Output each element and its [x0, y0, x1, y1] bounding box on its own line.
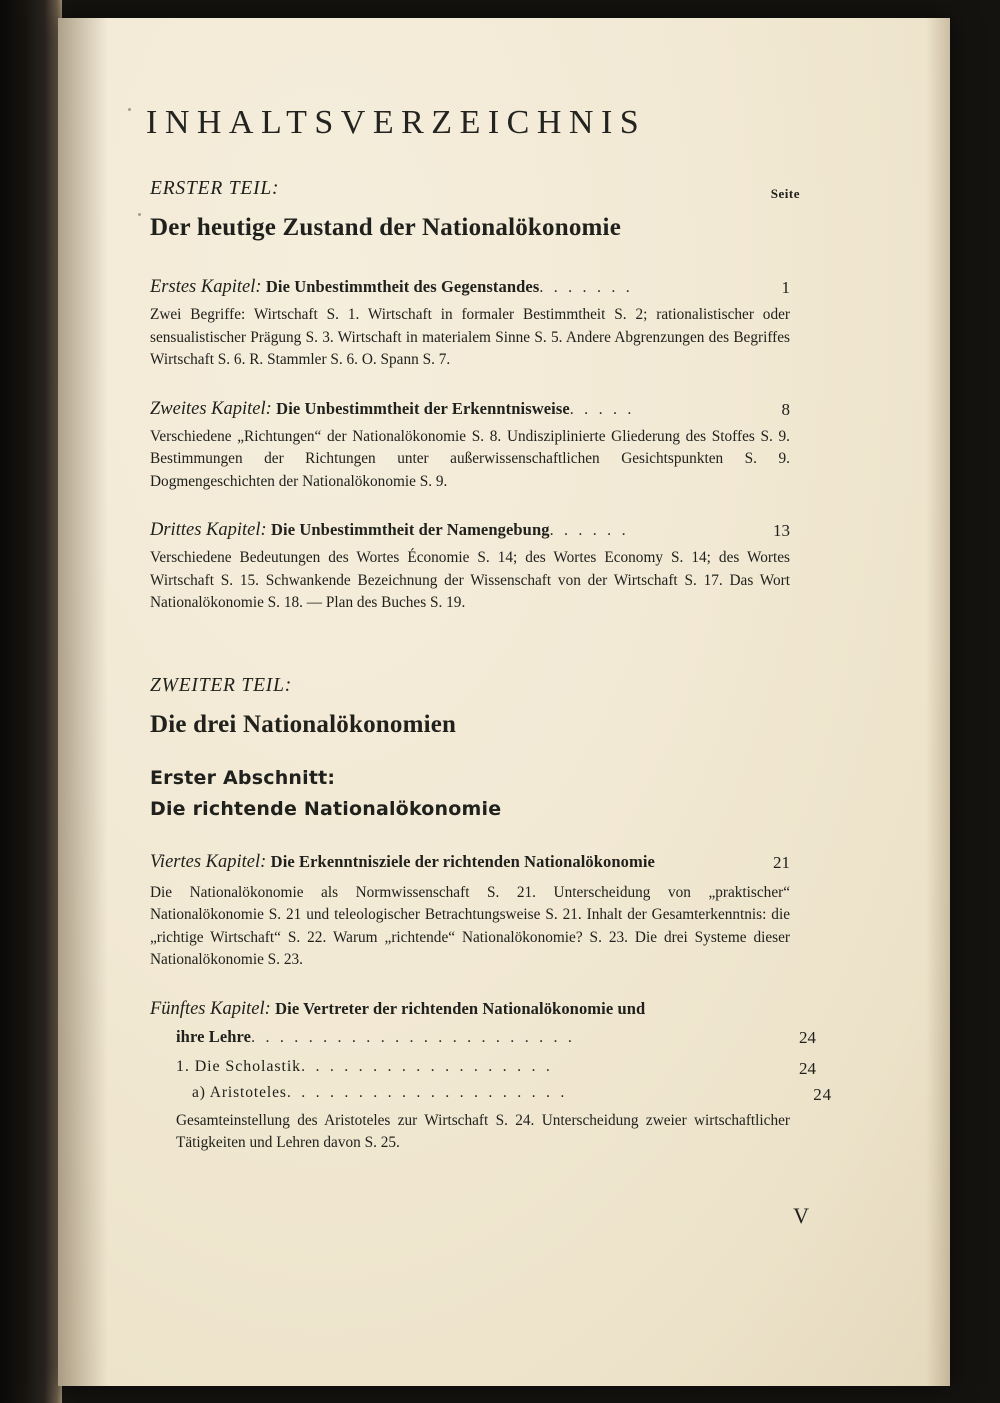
chapter-title: Die Erkenntnisziele der richtenden Nationalökonomie	[270, 851, 655, 871]
toc-entry-line	[150, 398, 790, 421]
section-title: Die richtende Nationalökonomie	[150, 797, 502, 820]
leader-dots: . . . . . . . . . . . . . . . . . . . .	[286, 1083, 568, 1101]
toc-entry-chapter-1[interactable]	[150, 276, 790, 372]
part-one-title: Der heutige Zustand der Nationalökonomie	[150, 214, 622, 241]
chapter-title: Die Vertreter der richtenden Nationalökonomie und	[275, 998, 646, 1018]
leader-dots: . . . . . . . . . . . . . . . . . . . . . . .	[251, 1028, 576, 1046]
page-column-header: Seite	[770, 186, 800, 201]
chapter-number: Viertes Kapitel:	[150, 851, 267, 872]
toc-entry-line	[150, 519, 790, 542]
toc-entry-chapter-2[interactable]	[150, 398, 790, 494]
part-one-header	[150, 178, 800, 242]
table-of-contents	[146, 104, 832, 1181]
chapter-number: Zweites Kapitel:	[150, 398, 272, 419]
page-number: 24	[799, 1058, 816, 1078]
section-erster-abschnitt	[150, 765, 790, 823]
section-label: Erster Abschnitt:	[150, 766, 336, 789]
page-number: 1	[781, 278, 790, 297]
leader-dots: . . . . . .	[549, 522, 629, 540]
leader-dots: . . . . .	[569, 400, 635, 418]
chapter-title: Die Unbestimmtheit der Namengebung	[271, 520, 550, 540]
toc-subentry-aristoteles[interactable]	[192, 1083, 832, 1104]
chapter-description: Verschiedene Bedeutungen des Wortes Économie S. 14; des Wortes Economy S. 14; des Wortes Wirtschaft S. 15. Schwankende Bezeichnung der Wissenschaft von der Wirtschaft S. 17. Das Wort Nationalökonomie S. 18. — Plan des Buches S. 19.	[150, 549, 790, 612]
chapter-description: Die Nationalökonomie als Normwissenschaft S. 21. Unterscheidung von „praktischer“ Nationalökonomie S. 21 und teleologischer Betrachtungsweise S. 21. Inhalt der Gesamterkenntnis: die „richtige Wirtschaft“ S. 22. Warum „richtende“ Nationalökonomie? S. 23. Die drei Systeme dieser Nationalökonomie S. 23.	[150, 883, 790, 969]
part-two-title: Die drei Nationalökonomien	[150, 710, 457, 738]
toc-entry-line	[150, 998, 790, 1021]
book-page	[58, 18, 950, 1386]
subentry-label: a) Aristoteles	[192, 1083, 287, 1101]
toc-subentry-scholastik[interactable]	[176, 1057, 816, 1078]
page-number: 13	[773, 521, 790, 541]
chapter-number: Erstes Kapitel:	[150, 277, 262, 297]
chapter-description: Zwei Begriffe: Wirtschaft S. 1. Wirtschaft in formaler Bestimmtheit S. 2; rationalistischer oder sensualistischer Prägung S. 3. Wirtschaft in materialem Sinne S. 5. Andere Abgrenzungen des Begriffes Wirtschaft S. 6. R. Stammler S. 6. O. Spann S. 7.	[150, 306, 790, 369]
book-binding-gutter	[0, 0, 62, 1403]
page-number: 8	[781, 399, 790, 419]
page-title: INHALTSVERZEICHNIS	[146, 104, 647, 141]
page-number: 24	[813, 1084, 832, 1104]
part-two-label: ZWEITER TEIL:	[150, 674, 293, 696]
leader-dots: . . . . . . . . . . . . . . . . . .	[301, 1057, 554, 1075]
chapter-number: Drittes Kapitel:	[150, 520, 267, 541]
part-one-label: ERSTER TEIL:	[150, 178, 280, 199]
toc-entry-chapter-5[interactable]	[150, 998, 832, 1155]
chapter-description: Verschiedene „Richtungen“ der Nationalökonomie S. 8. Undisziplinierte Gliederung des Stoffes S. 9. Bestimmungen der Richtungen unter außerwissenschaftlichen Gesichtspunkten S. 9. Dogmengeschichten der Nationalökonomie S. 9.	[150, 427, 790, 490]
chapter-title: Die Unbestimmtheit der Erkenntnisweise	[276, 398, 570, 418]
chapter-number: Fünftes Kapitel:	[150, 998, 271, 1019]
chapter-title: Die Unbestimmtheit des Gegenstandes	[265, 277, 540, 296]
folio-number: V	[793, 1203, 810, 1228]
chapter-title-continued: ihre Lehre	[176, 1026, 252, 1046]
toc-entry-line	[150, 851, 790, 874]
page-number: 21	[773, 852, 790, 872]
toc-entry-line-continued	[176, 1026, 816, 1048]
toc-entry-chapter-3[interactable]	[150, 519, 790, 615]
toc-entry-chapter-4[interactable]	[150, 851, 790, 972]
chapter-description: Gesamteinstellung des Aristoteles zur Wirtschaft S. 24. Unterscheidung zweier wirtschaftlicher Tätigkeiten und Lehren davon S. 25.	[176, 1111, 790, 1152]
page-number: 24	[799, 1027, 816, 1047]
page-speck	[128, 108, 131, 111]
part-two-header	[150, 675, 790, 739]
leader-dots: . . . . . . .	[539, 279, 633, 296]
toc-entry-line	[150, 276, 790, 299]
section-spacer	[150, 641, 790, 675]
page-speck	[138, 213, 141, 216]
subentry-label: 1. Die Scholastik	[176, 1057, 302, 1075]
